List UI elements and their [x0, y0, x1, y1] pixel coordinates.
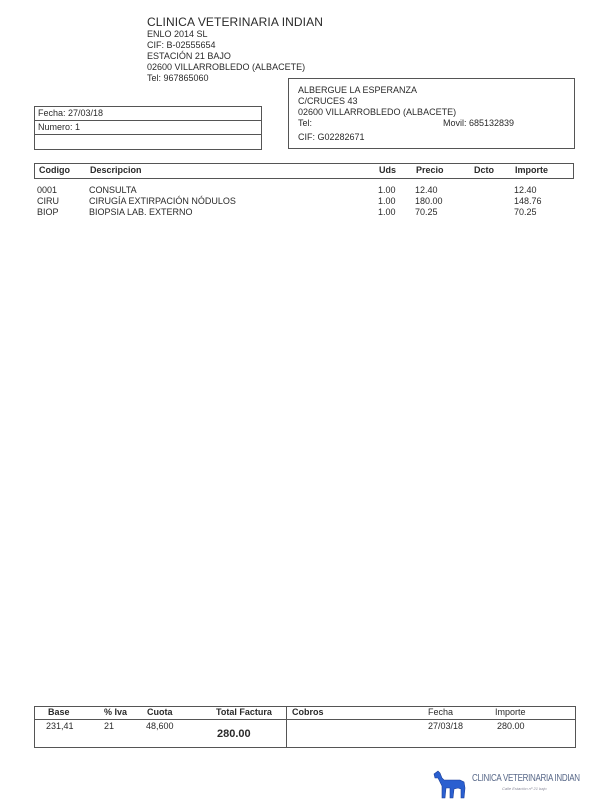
client-box	[288, 78, 575, 149]
row-precio: 180.00	[415, 196, 443, 206]
header-importe: Importe	[515, 165, 549, 175]
clinic-stamp	[430, 768, 580, 800]
row-uds: 1.00	[378, 196, 396, 206]
row-importe: 148.76	[514, 196, 542, 206]
client-movil: Movil: 685132839	[443, 118, 515, 128]
header-descripcion: Descripcion	[90, 165, 142, 175]
header-uds: Uds	[379, 165, 397, 175]
issuer-address: ESTACIÓN 21 BAJO	[147, 51, 231, 61]
row-codigo: 0001	[37, 185, 58, 195]
invoice-info-box	[34, 106, 262, 150]
client-name: ALBERGUE LA ESPERANZA	[298, 85, 418, 95]
issuer-cif: CIF: B-02555654	[147, 40, 216, 50]
row-importe: 70.25	[514, 207, 537, 217]
totals-header-fecha: Fecha	[428, 707, 454, 717]
row-precio: 12.40	[415, 185, 438, 195]
stamp-text: CLINICA VETERINARIA INDIAN	[472, 772, 580, 784]
stamp-subtext: Calle Estación nº 21 bajo	[502, 786, 547, 791]
header-precio: Precio	[416, 165, 444, 175]
row-uds: 1.00	[378, 185, 396, 195]
totals-base: 231,41	[46, 721, 74, 731]
row-uds: 1.00	[378, 207, 396, 217]
row-codigo: BIOP	[37, 207, 59, 217]
table-row	[35, 207, 575, 218]
totals-box	[34, 706, 576, 748]
totals-header-importe: Importe	[495, 707, 526, 717]
items-table-header	[34, 163, 574, 179]
totals-cuota: 48,600	[146, 721, 174, 731]
totals-total: 280.00	[217, 728, 251, 740]
totals-header-base: Base	[48, 707, 70, 717]
totals-fecha: 27/03/18	[428, 721, 464, 731]
totals-header-cuota: Cuota	[147, 707, 173, 717]
row-codigo: CIRU	[37, 196, 59, 206]
invoice-number: Numero: 1	[38, 122, 81, 132]
header-dcto: Dcto	[474, 165, 494, 175]
totals-iva: 21	[104, 721, 115, 731]
totals-header-cobros: Cobros	[292, 707, 324, 717]
client-city: 02600 VILLARROBLEDO (ALBACETE)	[298, 107, 457, 117]
issuer-city: 02600 VILLARROBLEDO (ALBACETE)	[147, 62, 306, 72]
client-tel: Tel:	[298, 118, 313, 128]
horse-icon	[430, 770, 470, 800]
client-cif: CIF: G02282671	[298, 132, 365, 142]
row-descripcion: CONSULTA	[89, 185, 137, 195]
row-precio: 70.25	[415, 207, 438, 217]
issuer-company: ENLO 2014 SL	[147, 29, 208, 39]
table-row	[35, 185, 575, 196]
issuer-name: CLINICA VETERINARIA INDIAN	[147, 15, 323, 29]
issuer-phone: Tel: 967865060	[147, 73, 209, 83]
row-descripcion: CIRUGÍA EXTIRPACIÓN NÓDULOS	[89, 196, 236, 206]
row-importe: 12.40	[514, 185, 537, 195]
row-descripcion: BIOPSIA LAB. EXTERNO	[89, 207, 193, 217]
header-codigo: Codigo	[39, 165, 70, 175]
totals-header-iva: % Iva	[104, 707, 128, 717]
client-address: C/CRUCES 43	[298, 96, 358, 106]
totals-importe: 280.00	[497, 721, 525, 731]
table-row	[35, 196, 575, 207]
invoice-date: Fecha: 27/03/18	[38, 108, 104, 118]
totals-header-total: Total Factura	[216, 707, 272, 717]
